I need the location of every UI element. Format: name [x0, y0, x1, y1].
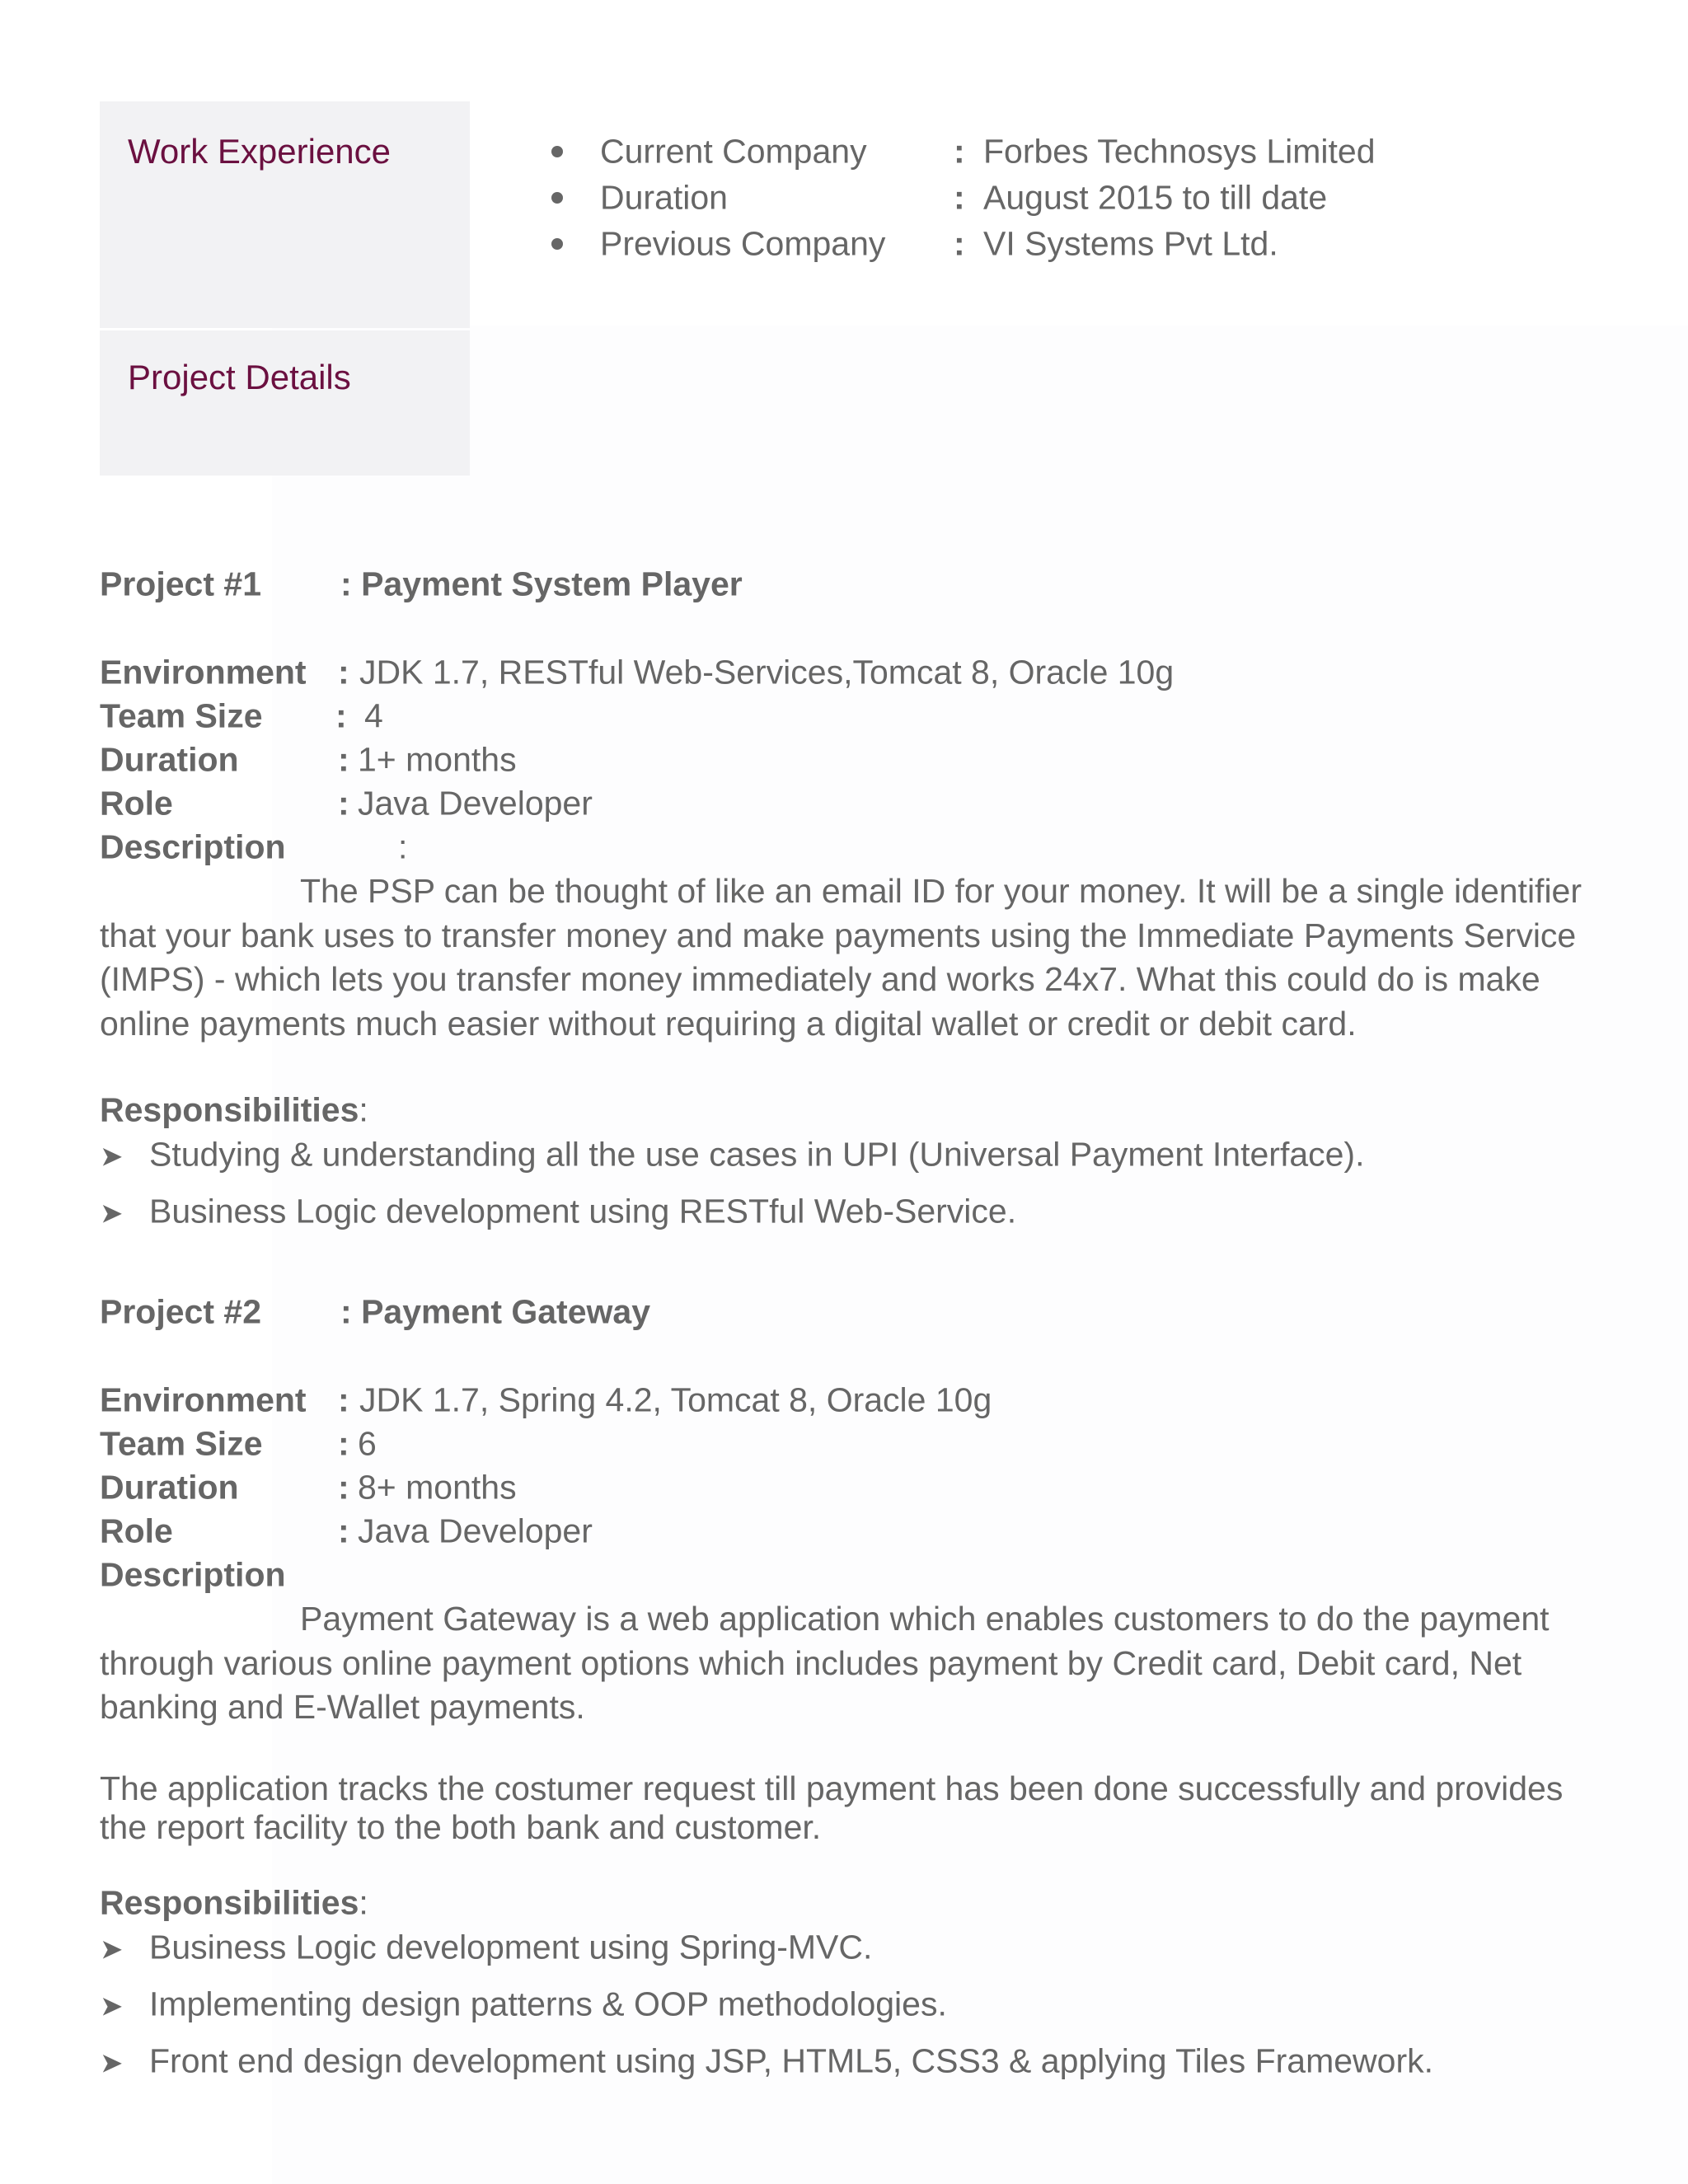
role-row [100, 1511, 1583, 1550]
project-description-2: The application tracks the costumer request till payment has been done successfully and provides the report facility to the both bank and customer. [100, 1769, 1564, 1846]
separator: : [338, 784, 349, 823]
work-value: VI Systems Pvt Ltd. [983, 224, 1278, 263]
separator: : [338, 653, 349, 691]
environment-row [100, 1380, 1583, 1419]
responsibility-text: Studying & understanding all the use cases in UPI (Universal Payment Interface). [149, 1135, 1365, 1174]
separator: : [338, 1511, 349, 1550]
list-item [100, 1193, 1016, 1231]
work-value: August 2015 to till date [983, 178, 1328, 217]
role-value: Java Developer [358, 1511, 593, 1550]
project-title [100, 565, 743, 604]
environment-value: JDK 1.7, Spring 4.2, Tomcat 8, Oracle 10g [359, 1380, 992, 1419]
list-item [100, 1136, 1364, 1174]
separator: : [338, 1380, 349, 1419]
separator: : [338, 1468, 349, 1507]
separator: : [338, 740, 349, 779]
description-row [100, 827, 1583, 866]
duration-value: 1+ months [358, 740, 517, 779]
environment-row [100, 653, 1583, 691]
separator: : [335, 696, 347, 735]
separator: : [398, 827, 408, 866]
project-name: Payment Gateway [361, 1292, 651, 1331]
duration-row [100, 1468, 1583, 1507]
team-size-label: Team Size [100, 1424, 263, 1463]
separator: : [338, 1424, 349, 1463]
responsibility-text: Implementing design patterns & OOP methodologies. [149, 1985, 947, 2023]
project-title [100, 1292, 651, 1332]
page-background [272, 326, 1688, 2184]
arrow-bullet-icon: ➤ [100, 1197, 124, 1230]
project-description [100, 1597, 1592, 1730]
duration-label: Duration [100, 740, 239, 779]
responsibility-text: Front end design development using JSP, HTML5, CSS3 & applying Tiles Framework. [149, 2041, 1433, 2080]
responsibility-text: Business Logic development using Spring-MVC. [149, 1928, 873, 1966]
responsibility-text: Business Logic development using RESTful Web-Service. [149, 1192, 1017, 1230]
work-label: Duration [600, 178, 728, 217]
project-label: Project #1 [100, 565, 261, 603]
description-label: Description [100, 827, 286, 866]
description-text: Payment Gateway is a web application which enables customers to do the payment through various online payment options which includes payment by Credit card, Debit card, Net banking and E-Wallet payments. [100, 1600, 1550, 1726]
duration-value: 8+ months [358, 1468, 517, 1507]
list-item [544, 224, 1533, 290]
team-size-row [100, 696, 1583, 735]
role-value: Java Developer [358, 784, 593, 823]
work-label: Current Company [600, 132, 867, 171]
duration-label: Duration [100, 1468, 239, 1507]
description-row [100, 1555, 1583, 1594]
work-value: Forbes Technosys Limited [983, 132, 1376, 171]
separator: : [340, 1292, 352, 1331]
project-name-wrap [340, 1293, 650, 1332]
list-item [100, 1985, 947, 2024]
project-label: Project #2 [100, 1292, 261, 1331]
list-item [100, 2042, 1433, 2081]
project-description [100, 869, 1592, 1046]
work-label: Previous Company [600, 224, 886, 263]
separator: : [340, 565, 352, 603]
environment-value: JDK 1.7, RESTful Web-Services,Tomcat 8, Oracle 10g [359, 653, 1175, 691]
separator: : [954, 178, 965, 217]
project-details-heading: Project Details [128, 358, 351, 396]
environment-label: Environment [100, 653, 307, 691]
separator: : [954, 132, 965, 171]
role-label: Role [100, 1511, 173, 1550]
bullet-icon [551, 238, 563, 250]
arrow-bullet-icon: ➤ [100, 1990, 124, 2022]
separator: : [954, 224, 965, 263]
project-name: Payment System Player [361, 565, 743, 603]
team-size-label: Team Size [100, 696, 263, 735]
duration-row [100, 740, 1583, 779]
arrow-bullet-icon: ➤ [100, 1933, 124, 1966]
bullet-icon [551, 146, 563, 157]
list-item [100, 1929, 872, 1967]
arrow-bullet-icon: ➤ [100, 1141, 124, 1173]
role-label: Role [100, 784, 173, 823]
description-text: The PSP can be thought of like an email ID for your money. It will be a single identifier that your bank uses to transfer money and make payments using the Immediate Payments Service (IMPS) - which lets you transfer money immediately and works 24x7. What this could do is make online payments much easier without requiring a digital wallet or credit or debit card. [100, 872, 1582, 1043]
bullet-icon [551, 192, 563, 204]
responsibilities-heading: Responsibilities: [100, 1883, 368, 1922]
project-name-wrap [340, 565, 743, 604]
environment-label: Environment [100, 1380, 307, 1419]
arrow-bullet-icon: ➤ [100, 2047, 124, 2079]
work-experience-heading: Work Experience [128, 132, 392, 171]
team-size-row [100, 1424, 1583, 1463]
responsibilities-heading: Responsibilities: [100, 1090, 368, 1129]
project-details-box [100, 330, 470, 476]
work-experience-box [100, 101, 470, 328]
team-size-value: 6 [358, 1424, 377, 1463]
description-label: Description [100, 1555, 286, 1594]
role-row [100, 784, 1583, 823]
team-size-value: 4 [364, 696, 383, 735]
